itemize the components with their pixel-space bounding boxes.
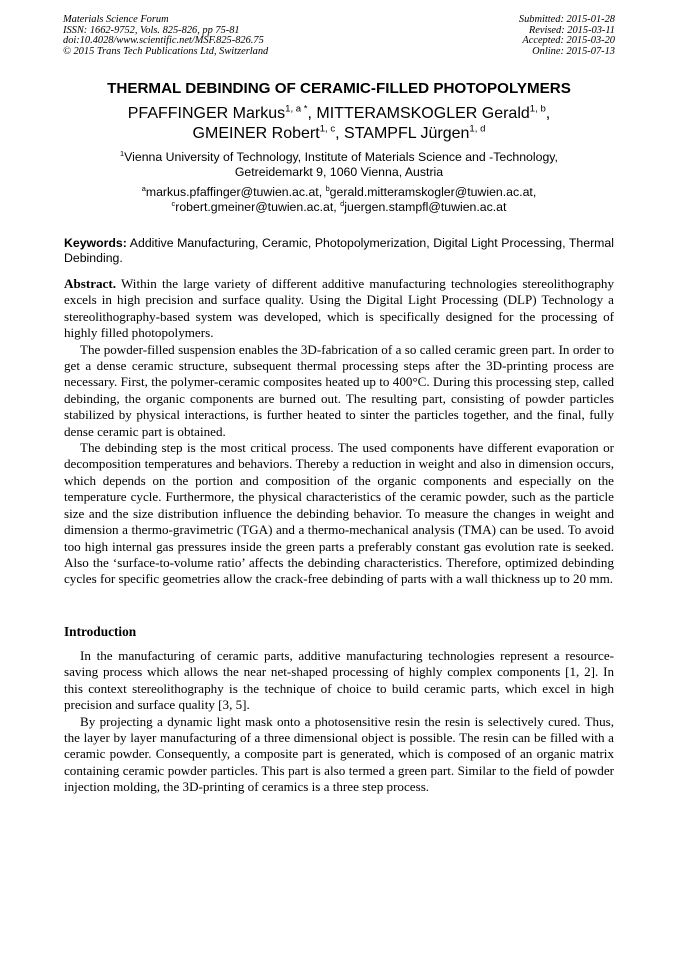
- author-name: PFAFFINGER Markus: [127, 105, 286, 122]
- affiliation: [40, 150, 638, 180]
- abstract-paragraph: [64, 276, 614, 342]
- paper-title: THERMAL DEBINDING OF CERAMIC-FILLED PHOTOPOLYMERS: [107, 80, 571, 97]
- journal-name: Materials Science Forum: [63, 14, 169, 25]
- journal-info: [63, 15, 268, 58]
- emails: [40, 185, 638, 215]
- author-sup: 1, c: [319, 123, 336, 135]
- abstract-paragraph: The debinding step is the most critical process. The used components have different evaporation or decomposition temperatures and behaviors. Thereby a reduction in weight and also in dimension occurs, which depends on the portion and composition of the organic components and especially on the temperature cycle. Furthermore, the physical characteristics of the ceramic powder, such as the particle size and the size distribution influence the debinding behavior. To measure the changes in weight and dimension a thermo-gravimetric (TGA) and a thermo-mechanical analysis (TMA) can be used. To avoid too high internal gas pressures inside the green parts a preferably constant gas evolution rate is seeked. Also the ‘surface-to-volume ratio’ affects the debinding characteristics. Therefore, optimized debinding cycles for specific geometries allow the crack-free debinding of parts with a wall thickness up to 20 mm.: [64, 440, 614, 587]
- issn: ISSN: 1662-9752, Vols. 825-826, pp 75-81: [63, 24, 240, 36]
- publication-dates: [519, 15, 615, 58]
- keywords-label: Keywords:: [64, 236, 127, 250]
- author-sup: 1, a *: [285, 103, 308, 115]
- abstract-paragraph: The powder-filled suspension enables the 3D-fabrication of a so called ceramic green part. In order to get a dense ceramic structure, subsequent thermal processing steps after the 3D-printing process are necessary. First, the polymer-ceramic composites heated up to 400°C. During this processing step, called debinding, the organic components are burned out. The resulting part, consisting of powder particles stabilized by physical interactions, is further heated to sinter the particles together, and the final, fully dense ceramic part is obtained.: [64, 341, 614, 439]
- affiliation-address: Getreidemarkt 9, 1060 Vienna, Austria: [234, 165, 444, 179]
- email-link[interactable]: markus.pfaffinger@tuwien.ac.at,: [145, 185, 323, 199]
- separator: ,: [545, 105, 551, 122]
- section-heading: Introduction: [64, 624, 137, 639]
- copyright: © 2015 Trans Tech Publications Ltd, Switzerland: [63, 46, 269, 58]
- email-sup: a: [141, 183, 146, 193]
- author-name: STAMPFL Jürgen: [344, 125, 470, 142]
- paragraph-text: Within the large variety of different additive manufacturing technologies stereolithography excels in high precision and surface quality. Using the Digital Light Processing (DLP) Technology a stereolithography-based system was developed, which is specifically designed for the processing of highly filled photopolymers.: [64, 276, 614, 341]
- affiliation-sup: 1: [120, 148, 125, 158]
- email-sup: c: [171, 198, 176, 208]
- accepted-date: Accepted: 2015-03-20: [522, 35, 615, 47]
- intro-paragraph: In the manufacturing of ceramic parts, additive manufacturing technologies represent a resource-saving process which allows the near net-shaped processing of highly complex components [1, 2]. In this context stereolithography is the technique of choice to build ceramic parts, which excel in high precision and surface quality [3, 5].: [64, 648, 614, 713]
- introduction: [64, 648, 614, 796]
- abstract: [64, 276, 614, 588]
- email-sup: d: [340, 198, 345, 208]
- email-link[interactable]: robert.gmeiner@tuwien.ac.at,: [175, 200, 337, 214]
- separator: ,: [307, 105, 317, 122]
- affiliation-line: Vienna University of Technology, Institute of Materials Science and -Technology,: [124, 150, 558, 164]
- email-link[interactable]: gerald.mitteramskogler@tuwien.ac.at,: [329, 185, 537, 199]
- online-date: Online: 2015-07-13: [532, 46, 615, 58]
- abstract-label: Abstract.: [64, 276, 116, 291]
- author-sup: 1, b: [529, 103, 546, 115]
- submitted-date: Submitted: 2015-01-28: [518, 14, 615, 25]
- doi: doi:10.4028/www.scientific.net/MSF.825-826.75: [63, 35, 264, 47]
- author-sup: 1, d: [469, 123, 486, 135]
- authors: [40, 104, 638, 144]
- revised-date: Revised: 2015-03-11: [528, 24, 615, 36]
- email-link[interactable]: juergen.stampfl@tuwien.ac.at: [344, 200, 507, 214]
- keywords-text: Additive Manufacturing, Ceramic, Photopolymerization, Digital Light Processing, Thermal Debinding.: [64, 236, 614, 265]
- keywords: [64, 236, 614, 266]
- separator: ,: [335, 125, 345, 142]
- intro-paragraph: By projecting a dynamic light mask onto a photosensitive resin the resin is selectively cured. Thus, the layer by layer manufacturing of a three dimensional object is possible. The resin can be filled with a ceramic powder. Consequently, a composite part is generated, which is composed of an organic matrix containing ceramic powder particles. This part is also termed a green part. Similar to the field of powder injection molding, the 3D-printing of ceramics is a three step process.: [64, 713, 614, 795]
- author-name: MITTERAMSKOGLER Gerald: [316, 105, 530, 122]
- email-sup: b: [325, 183, 330, 193]
- author-name: GMEINER Robert: [192, 125, 320, 142]
